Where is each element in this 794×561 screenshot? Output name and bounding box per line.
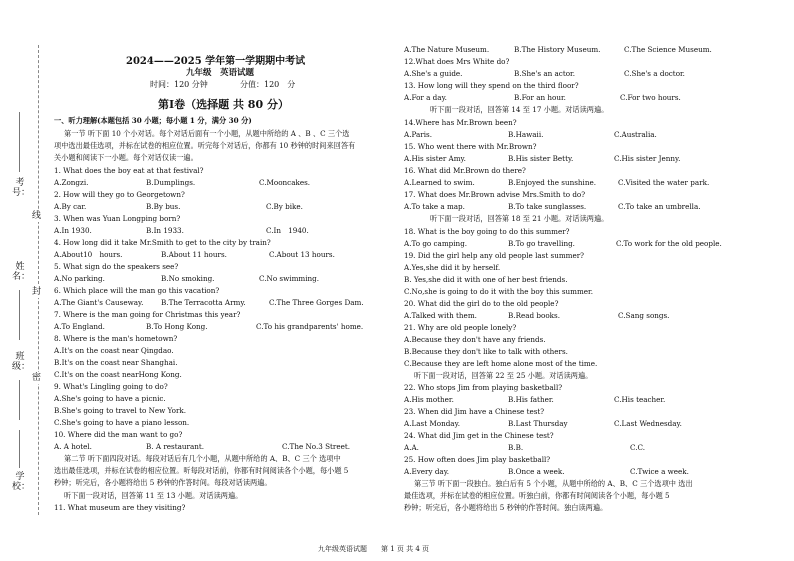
part1-intro: 关小题和阅读下一小题。每个对话仅读一遍。 [54,153,198,162]
part3-intro: 最佳选项，并标在试卷的相应位置。听独白前，你都有时间阅读各个小题，每小题 5 [404,491,670,500]
option-a: A.To England. [54,322,105,331]
option-b: B.She's an actor. [514,69,575,78]
option-c: C.Australia. [614,130,657,139]
binding-margin [0,0,52,561]
part2-intro: 选出最佳选项，并标在试卷的相应位置。听每段对话前，你都有时间阅读各个小题，每小题 5 [54,466,349,475]
option-a: A.Paris. [404,130,432,139]
margin-word-xian: 线 [32,211,42,221]
option-c: C.The Three Gorges Dam. [269,298,364,307]
page-footer: 九年级英语试题 第 1 页 共 4 页 [318,545,430,553]
option-c: C.About 13 hours. [269,250,335,259]
option-c: C.To his grandparents' home. [256,322,364,331]
question: 23. When did Jim have a Chinese test? [404,407,545,416]
option-c: C.Because they are left home alone most of the time. [404,359,598,368]
option-a: A.Yes,she did it by herself. [404,263,501,272]
question: 15. Who went there with Mr.Brown? [404,142,537,151]
question: 12.What does Mrs White do? [404,57,510,66]
option-b: B.His father. [508,395,554,404]
question: 18. What is the boy going to do this summer? [404,227,570,236]
option-c: C.Last Wednesday. [614,419,682,428]
option-c: C.To work for the old people. [616,239,722,248]
option-c: C.She's a doctor. [624,69,685,78]
option-b: B.To go travelling. [508,239,575,248]
option-c: C.Sang songs. [618,311,670,320]
option-a: A.By car. [54,202,87,211]
question: 3. When was Yuan Longping born? [54,214,181,223]
option-b: B. Yes,she did it with one of her best friends. [404,275,568,284]
option-a: A.Because they don't have any friends. [404,335,546,344]
option-c: C.His teacher. [614,395,666,404]
part1-intro: 第一节 听下面 10 个小对话。每个对话后面有一个小题，从题中所给的 A 、B 、C 三个选 [64,129,350,138]
option-b: B.It's on the coast near Shanghai. [54,358,178,367]
question: 25. How often does Jim play basketball? [404,455,551,464]
option-a: A.Learned to swim. [404,178,475,187]
margin-label-xingming: 姓名： [12,262,31,282]
exam-title: 2024——2025 学年第一学期期中考试 [126,56,306,67]
option-b: B.Last Thursday [508,419,568,428]
option-a: A.It's on the coast near Qingdao. [54,346,174,355]
option-a: A.A. [404,443,419,452]
option-c: C.To take an umbrella. [618,202,701,211]
option-b: B.Enjoyed the sunshine. [508,178,596,187]
part2-intro: 秒钟；听完后，各小题将给出 5 秒钟的作答时间。每段对话读两遍。 [54,478,272,487]
option-b: B.Read books. [508,311,560,320]
option-c: C.Visited the water park. [618,178,710,187]
option-b: B.Because they don't like to talk with others. [404,347,568,356]
option-a: A.She's going to have a picnic. [54,394,166,403]
option-c: C.No swimming. [259,274,320,283]
question: 14.Where has Mr.Brown been? [404,118,517,127]
option-a: A.Last Monday. [404,419,460,428]
option-a: A.She's a guide. [404,69,463,78]
question: 16. What did Mr.Brown do there? [404,166,526,175]
question: 1. What does the boy eat at that festival? [54,166,204,175]
question: 11. What museum are they visiting? [54,503,186,512]
option-b: B.No smoking. [161,274,215,283]
option-a: A.To take a map. [404,202,465,211]
question: 8. Where is the man's hometown? [54,334,178,343]
dialog-instruction: 听下面一段对话，回答第 11 至 13 小题。对话读两遍。 [64,491,243,500]
margin-fill-line [19,112,20,172]
question: 20. What did the girl do to the old people? [404,299,559,308]
margin-label-banji: 班级： [12,352,31,372]
option-c: C.C. [630,443,646,452]
option-c: C.In 1940. [266,226,309,235]
option-b: B.The Terracotta Army. [161,298,246,307]
option-a: A.His sister Amy. [404,154,466,163]
option-c: C.No,she is going to do it with the boy this summer. [404,287,593,296]
option-b: B.Hawaii. [508,130,544,139]
question: 10. Where did the man want to go? [54,430,183,439]
option-a: A.Talked with them. [404,311,477,320]
question: 13. How long will they spend on the third floor? [404,81,579,90]
exam-score: 分值：120 分 [240,80,296,89]
option-b: B.To take sunglasses. [508,202,587,211]
part1-intro: 项中选出最佳选项，并标在试卷的相应位置。听完每个对话后，你都有 10 秒钟的时间来回答有 [54,141,356,150]
margin-label-xuexiao: 学校： [12,472,31,492]
option-a: A.To go camping. [404,239,468,248]
part3-intro: 第三节 听下面一段独白。独白后有 5 个小题，从题中所给的 A、B、C 三个选项中 选出 [414,479,693,488]
option-b: B.The History Museum. [514,45,601,54]
option-b: B.To Hong Kong. [146,322,208,331]
option-b: B.About 11 hours. [161,250,227,259]
margin-fill-line [19,290,20,340]
margin-word-feng: 封 [32,287,42,297]
dialog-instruction: 听下面一段对话，回答第 14 至 17 小题。对话读两遍。 [430,105,609,114]
option-b: B.Once a week. [508,467,565,476]
option-b: B.Dumplings. [146,178,196,187]
option-a: A.The Giant's Causeway. [54,298,144,307]
volume-title: 第Ⅰ卷（选择题 共 80 分） [158,98,289,111]
option-c: C.The Science Museum. [624,45,712,54]
option-b: B.B. [508,443,524,452]
option-c: C.The No.3 Street. [282,442,351,451]
exam-subtitle: 九年级 英语试题 [186,68,255,78]
question: 9. What's Lingling going to do? [54,382,168,391]
option-a: A.His mother. [404,395,454,404]
option-c: C.Twice a week. [630,467,689,476]
cut-line [38,45,39,515]
question: 24. What did Jim get in the Chinese test? [404,431,554,440]
option-c: C.She's going to have a piano lesson. [54,418,190,427]
option-b: B. A restaurant. [146,442,205,451]
question: 4. How long did it take Mr.Smith to get to the city by train? [54,238,271,247]
option-a: A. A hotel. [54,442,92,451]
option-c: C.By bike. [266,202,303,211]
question: 2. How will they go to Georgetown? [54,190,185,199]
margin-fill-line [19,430,20,468]
option-c: C.For two hours. [620,93,681,102]
question: 5. What sign do the speakers see? [54,262,179,271]
option-a: A.Every day. [404,467,450,476]
option-b: B.His sister Betty. [508,154,574,163]
dialog-instruction: 听下面一段对话，回答第 22 至 25 小题。对话读两遍。 [414,371,593,380]
margin-word-mi: 密 [32,373,42,383]
option-b: B.By bus. [146,202,181,211]
margin-label-kaohao: 考号： [12,178,31,198]
option-c: C.His sister Jenny. [614,154,681,163]
question: 21. Why are old people lonely? [404,323,517,332]
question: 6. Which place will the man go this vacation? [54,286,220,295]
option-a: A.The Nature Museum. [404,45,490,54]
question: 17. What does Mr.Brown advise Mrs.Smith to do? [404,190,586,199]
option-b: B.For an hour. [514,93,566,102]
section-heading: 一、听力理解(本题包括 30 小题；每小题 1 分，满分 30 分) [54,116,252,125]
exam-time: 时间：120 分钟 [150,80,208,89]
part3-intro: 秒钟；听完后，各小题将给出 5 秒钟的作答时间。独白读两遍。 [404,503,608,512]
option-b: B.She's going to travel to New York. [54,406,187,415]
margin-fill-line [19,380,20,420]
option-a: A.For a day. [404,93,447,102]
option-c: C.Mooncakes. [259,178,311,187]
option-b: B.In 1933. [146,226,184,235]
option-a: A.About10 hours. [54,250,123,259]
part2-intro: 第二节 听下面四段对话。每段对话后有几个小题，从题中所给的 A、B、C 三个 选项中 [64,454,341,463]
question: 7. Where is the man going for Christmas this year? [54,310,241,319]
option-a: A.No parking. [54,274,105,283]
question: 19. Did the girl help any old people last summer? [404,251,585,260]
option-a: A.In 1930. [54,226,92,235]
option-a: A.Zongzi. [54,178,89,187]
question: 22. Who stops Jim from playing basketball? [404,383,563,392]
dialog-instruction: 听下面一段对话，回答第 18 至 21 小题。对话读两遍。 [430,214,609,223]
option-c: C.It's on the coast nearHong Kong. [54,370,182,379]
